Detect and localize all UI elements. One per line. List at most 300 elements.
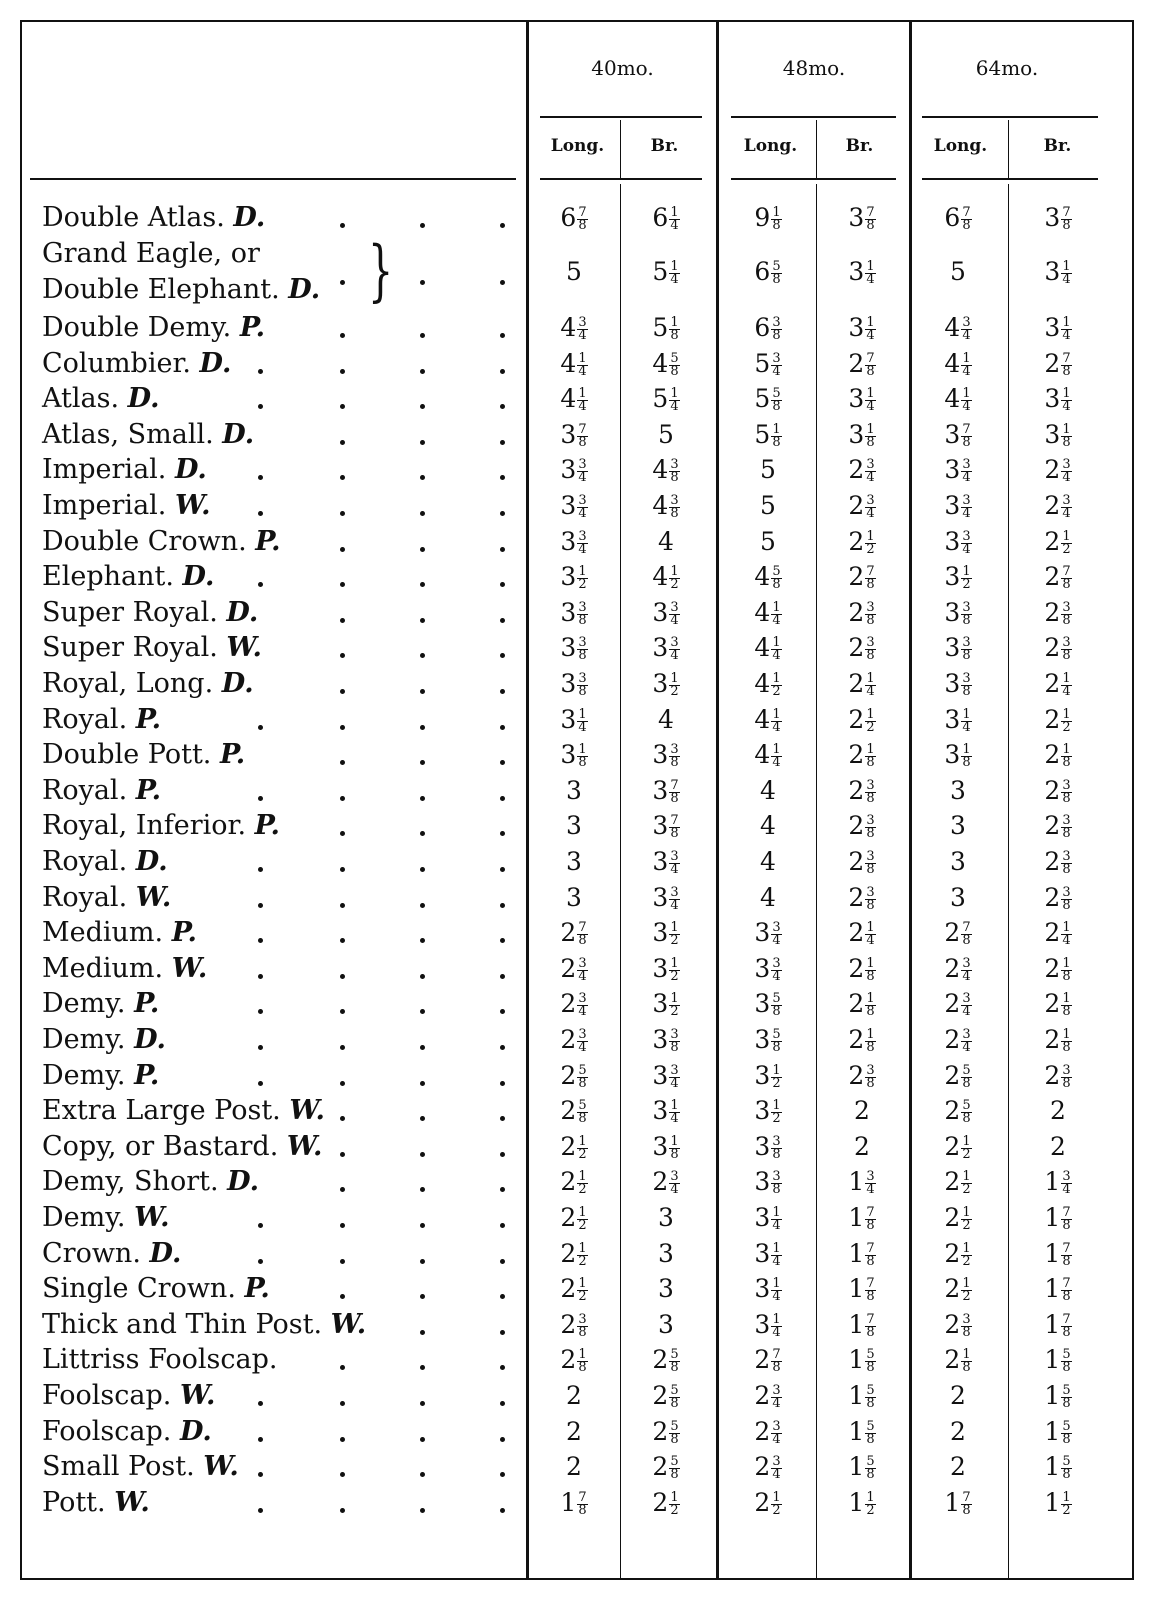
size-value: 1 $\frac{5}{8}$ xyxy=(1044,1345,1071,1376)
table-row xyxy=(0,630,1154,666)
leader-dot xyxy=(420,223,425,228)
col-group-64mo: 64mo. xyxy=(975,56,1039,80)
leader-dot xyxy=(500,725,505,730)
table-row xyxy=(0,986,1154,1022)
leader-dot xyxy=(258,725,263,730)
maker-mark: P. xyxy=(134,1059,160,1091)
paper-name: Grand Eagle, or xyxy=(42,238,260,269)
size-value: 2 $\frac{5}{8}$ xyxy=(944,1096,971,1127)
size-value: 5 $\frac{5}{8}$ xyxy=(754,384,781,415)
size-value: 2 $\frac{3}{8}$ xyxy=(1044,597,1071,628)
leader-dot xyxy=(420,1116,425,1121)
size-value: 2 $\frac{7}{8}$ xyxy=(848,562,875,593)
table-row xyxy=(0,452,1154,488)
paper-name: Double Pott. P. xyxy=(42,739,246,771)
size-value: 2 $\frac{7}{8}$ xyxy=(848,348,875,379)
table-row xyxy=(0,238,1154,305)
maker-mark: D. xyxy=(127,383,160,415)
leader-dot xyxy=(340,475,345,480)
size-value: 3 $\frac{1}{4}$ xyxy=(754,1309,781,1340)
size-value: 3 $\frac{7}{8}$ xyxy=(1044,203,1071,233)
paper-name: Double Elephant. D. xyxy=(42,274,321,305)
size-value: 4 $\frac{1}{4}$ xyxy=(754,704,781,735)
leader-dot xyxy=(340,938,345,943)
size-value: 1 $\frac{3}{4}$ xyxy=(1044,1167,1071,1198)
size-value: 2 $\frac{3}{8}$ xyxy=(560,1309,587,1340)
paper-name: Royal, Long. D. xyxy=(42,668,254,699)
paper-name: Elephant. D. xyxy=(42,561,215,593)
maker-mark: P. xyxy=(255,525,281,557)
leader-dot xyxy=(500,760,505,765)
size-value: 2 $\frac{5}{8}$ xyxy=(652,1381,679,1411)
leader-dot xyxy=(420,689,425,694)
size-value: 2 xyxy=(1050,1131,1066,1161)
size-value: 2 $\frac{1}{4}$ xyxy=(1044,918,1071,949)
leader-dot xyxy=(500,404,505,409)
table-row xyxy=(0,1129,1154,1165)
size-value: 4 $\frac{1}{4}$ xyxy=(754,633,781,664)
table-row xyxy=(0,1342,1154,1378)
leader-dot xyxy=(340,404,345,409)
body-rule xyxy=(30,178,516,180)
size-value: 4 xyxy=(760,811,776,841)
size-value: 3 $\frac{1}{8}$ xyxy=(944,740,971,771)
size-value: 2 $\frac{1}{2}$ xyxy=(1044,704,1071,735)
size-value: 3 $\frac{1}{4}$ xyxy=(1044,257,1071,287)
size-value: 3 $\frac{1}{8}$ xyxy=(652,1131,679,1162)
maker-mark: D. xyxy=(222,418,255,450)
paper-name: Demy. D. xyxy=(42,1024,166,1055)
size-value: 1 $\frac{7}{8}$ xyxy=(944,1487,971,1518)
size-value: 3 $\frac{7}{8}$ xyxy=(652,811,679,842)
paper-name: Demy. W. xyxy=(42,1202,170,1233)
size-value: 1 $\frac{7}{8}$ xyxy=(1044,1309,1071,1340)
leader-dot xyxy=(500,1116,505,1121)
leader-dot xyxy=(340,440,345,445)
size-value: 2 $\frac{5}{8}$ xyxy=(560,1096,587,1127)
table-row xyxy=(0,200,1154,236)
leader-dot xyxy=(500,903,505,908)
leader-dot xyxy=(258,511,263,516)
paper-name: Demy. P. xyxy=(42,988,160,1020)
table-row xyxy=(0,951,1154,987)
leader-dot xyxy=(420,1009,425,1014)
maker-mark: D. xyxy=(233,202,266,233)
table-row xyxy=(0,666,1154,702)
size-value: 3 $\frac{1}{4}$ xyxy=(754,1238,781,1269)
size-value: 2 xyxy=(950,1452,966,1482)
leader-dot xyxy=(500,333,505,338)
leader-dot xyxy=(420,1365,425,1370)
paper-name: Atlas, Small. D. xyxy=(42,418,255,450)
size-value: 2 $\frac{3}{4}$ xyxy=(754,1416,781,1447)
size-value: 3 $\frac{3}{4}$ xyxy=(754,918,781,949)
paper-name: Thick and Thin Post. W. xyxy=(42,1308,367,1340)
size-value: 2 xyxy=(566,1416,582,1446)
maker-mark: D. xyxy=(134,1024,166,1055)
leader-dot xyxy=(340,1152,345,1157)
leader-dot xyxy=(500,280,505,285)
leader-dot xyxy=(420,618,425,623)
paper-name: Royal. W. xyxy=(42,881,172,913)
size-value: 2 $\frac{3}{8}$ xyxy=(944,1309,971,1340)
size-value: 3 xyxy=(566,882,582,912)
paper-name: Demy. P. xyxy=(42,1059,160,1091)
table-row xyxy=(0,1200,1154,1236)
table-row xyxy=(0,915,1154,951)
maker-mark: W. xyxy=(226,632,262,664)
size-value: 2 $\frac{1}{2}$ xyxy=(848,526,875,557)
size-value: 3 $\frac{1}{4}$ xyxy=(1044,313,1071,343)
leader-dot xyxy=(500,867,505,872)
paper-name: Foolscap. W. xyxy=(42,1380,216,1411)
size-value: 2 $\frac{5}{8}$ xyxy=(652,1452,679,1483)
leader-dot xyxy=(340,1294,345,1299)
size-value: 2 $\frac{1}{2}$ xyxy=(944,1274,971,1305)
size-value: 2 xyxy=(566,1381,582,1410)
maker-mark: W. xyxy=(135,881,172,913)
maker-mark: P. xyxy=(254,810,280,842)
size-value: 3 $\frac{7}{8}$ xyxy=(944,419,971,450)
table-row xyxy=(0,737,1154,773)
leader-dot xyxy=(420,333,425,338)
table-row xyxy=(0,1058,1154,1094)
leader-dot xyxy=(500,1294,505,1299)
size-value: 3 $\frac{1}{4}$ xyxy=(754,1274,781,1305)
leader-dot xyxy=(340,867,345,872)
leader-dot xyxy=(420,404,425,409)
size-value: 3 $\frac{1}{4}$ xyxy=(754,1203,781,1233)
subcol-divider xyxy=(620,120,621,180)
subcol-divider xyxy=(1008,120,1009,180)
leader-dot xyxy=(340,1187,345,1192)
size-value: 2 $\frac{1}{8}$ xyxy=(1044,953,1071,984)
leader-dot xyxy=(420,1152,425,1157)
size-value: 3 xyxy=(566,847,582,876)
size-value: 3 $\frac{1}{4}$ xyxy=(944,704,971,735)
size-value: 5 $\frac{1}{8}$ xyxy=(754,419,781,450)
leader-dot xyxy=(420,1259,425,1264)
size-value: 2 $\frac{1}{2}$ xyxy=(560,1274,587,1305)
leader-dot xyxy=(420,974,425,979)
size-value: 2 $\frac{3}{4}$ xyxy=(560,989,587,1020)
size-value: 2 $\frac{1}{4}$ xyxy=(1044,669,1071,699)
body-rule xyxy=(731,178,896,180)
leader-dot xyxy=(420,1187,425,1192)
size-value: 3 $\frac{7}{8}$ xyxy=(652,775,679,806)
size-value: 4 $\frac{1}{2}$ xyxy=(754,669,781,699)
size-value: 1 $\frac{3}{4}$ xyxy=(848,1167,875,1198)
size-value: 1 $\frac{5}{8}$ xyxy=(848,1381,875,1411)
table-row xyxy=(0,702,1154,738)
size-value: 6 $\frac{7}{8}$ xyxy=(560,203,587,233)
leader-dot xyxy=(340,369,345,374)
size-value: 3 $\frac{3}{8}$ xyxy=(754,1131,781,1162)
size-value: 3 $\frac{7}{8}$ xyxy=(848,203,875,233)
maker-mark: W. xyxy=(179,1380,216,1411)
size-value: 2 xyxy=(1050,1096,1066,1126)
size-value: 5 xyxy=(658,419,674,449)
size-value: 2 $\frac{7}{8}$ xyxy=(1044,348,1071,379)
table-row xyxy=(0,844,1154,880)
size-value: 4 $\frac{3}{8}$ xyxy=(652,455,679,486)
leader-dot xyxy=(258,475,263,480)
paper-name: Atlas. D. xyxy=(42,383,160,415)
paper-name: Littriss Foolscap. xyxy=(42,1344,278,1376)
table-row xyxy=(0,773,1154,809)
leader-dot xyxy=(500,369,505,374)
size-value: 3 $\frac{3}{8}$ xyxy=(560,633,587,664)
size-value: 2 $\frac{1}{2}$ xyxy=(1044,526,1071,557)
leader-dot xyxy=(258,1259,263,1264)
brace-glyph: } xyxy=(368,232,394,309)
leader-dot xyxy=(340,618,345,623)
size-value: 2 xyxy=(566,1452,582,1482)
size-value: 3 $\frac{3}{8}$ xyxy=(652,740,679,771)
size-value: 2 $\frac{3}{8}$ xyxy=(1044,775,1071,806)
size-value: 2 $\frac{3}{8}$ xyxy=(848,597,875,628)
leader-dot xyxy=(500,1187,505,1192)
maker-mark: W. xyxy=(286,1130,323,1162)
leader-dot xyxy=(340,511,345,516)
size-value: 2 xyxy=(854,1131,870,1161)
size-value: 3 $\frac{1}{2}$ xyxy=(652,989,679,1020)
size-value: 2 $\frac{3}{4}$ xyxy=(560,953,587,984)
size-value: 1 $\frac{7}{8}$ xyxy=(848,1203,875,1233)
size-value: 3 $\frac{3}{4}$ xyxy=(652,847,679,877)
size-value: 3 xyxy=(566,811,582,841)
size-value: 2 $\frac{3}{8}$ xyxy=(848,775,875,806)
leader-dot xyxy=(500,831,505,836)
sub-br: Br. xyxy=(650,136,679,156)
maker-mark: W. xyxy=(171,952,208,984)
leader-dot xyxy=(340,1259,345,1264)
size-value: 2 $\frac{1}{2}$ xyxy=(848,704,875,735)
leader-dot xyxy=(420,1294,425,1299)
size-value: 2 $\frac{1}{2}$ xyxy=(944,1167,971,1198)
size-value: 5 xyxy=(760,491,776,520)
size-value: 1 $\frac{7}{8}$ xyxy=(848,1238,875,1269)
size-value: 3 $\frac{1}{4}$ xyxy=(1044,384,1071,415)
size-value: 3 $\frac{1}{2}$ xyxy=(560,562,587,593)
maker-mark: D. xyxy=(227,1166,259,1198)
size-value: 3 $\frac{7}{8}$ xyxy=(560,419,587,450)
leader-dot xyxy=(258,1437,263,1442)
leader-dot xyxy=(340,1045,345,1050)
header-rule xyxy=(922,116,1098,118)
sub-long: Long. xyxy=(550,136,605,156)
paper-name: Royal. D. xyxy=(42,846,168,877)
leader-dot xyxy=(500,689,505,694)
size-value: 2 $\frac{1}{2}$ xyxy=(652,1487,679,1518)
size-value: 2 $\frac{3}{4}$ xyxy=(652,1167,679,1198)
leader-dot xyxy=(420,1401,425,1406)
table-row xyxy=(0,1236,1154,1272)
size-value: 4 $\frac{1}{4}$ xyxy=(560,384,587,415)
maker-mark: W. xyxy=(203,1451,239,1483)
size-value: 3 $\frac{1}{2}$ xyxy=(652,669,679,699)
size-value: 3 $\frac{1}{2}$ xyxy=(652,918,679,949)
table-row xyxy=(0,559,1154,595)
size-value: 2 xyxy=(854,1096,870,1126)
size-value: 2 $\frac{1}{2}$ xyxy=(944,1203,971,1233)
size-value: 4 $\frac{1}{4}$ xyxy=(754,597,781,628)
leader-dot xyxy=(500,1152,505,1157)
leader-dot xyxy=(500,475,505,480)
paper-name: Double Atlas. D. xyxy=(42,202,266,233)
size-value: 2 $\frac{3}{4}$ xyxy=(944,1025,971,1055)
size-value: 2 $\frac{3}{8}$ xyxy=(1044,633,1071,664)
maker-mark: W. xyxy=(114,1486,150,1518)
size-value: 2 $\frac{3}{4}$ xyxy=(848,455,875,486)
maker-mark: D. xyxy=(221,668,254,699)
paper-name: Super Royal. W. xyxy=(42,632,262,664)
size-value: 3 $\frac{1}{2}$ xyxy=(754,1060,781,1091)
size-value: 3 $\frac{3}{4}$ xyxy=(652,1060,679,1091)
leader-dot xyxy=(340,653,345,658)
maker-mark: P. xyxy=(134,988,160,1020)
table-row xyxy=(0,1093,1154,1129)
col-group-48mo: 48mo. xyxy=(782,56,846,80)
size-value: 1 $\frac{7}{8}$ xyxy=(1044,1203,1071,1233)
leader-dot xyxy=(258,582,263,587)
leader-dot xyxy=(500,547,505,552)
paper-name: Royal. P. xyxy=(42,703,161,735)
size-value: 3 xyxy=(950,811,966,841)
size-value: 3 $\frac{1}{2}$ xyxy=(754,1096,781,1127)
size-value: 4 xyxy=(760,882,776,912)
paper-name: Royal, Inferior. P. xyxy=(42,810,280,842)
size-value: 3 $\frac{3}{4}$ xyxy=(560,526,587,557)
maker-mark: D. xyxy=(179,1415,212,1447)
leader-dot xyxy=(340,903,345,908)
paper-name: Royal. P. xyxy=(42,774,161,806)
size-value: 2 $\frac{3}{8}$ xyxy=(848,811,875,842)
size-value: 3 $\frac{3}{8}$ xyxy=(560,669,587,699)
paper-name: Imperial. D. xyxy=(42,454,207,486)
size-value: 1 $\frac{5}{8}$ xyxy=(1044,1416,1071,1447)
size-value: 2 $\frac{1}{2}$ xyxy=(560,1131,587,1162)
size-value: 2 $\frac{1}{2}$ xyxy=(560,1167,587,1198)
size-value: 2 $\frac{3}{8}$ xyxy=(848,633,875,664)
paper-name: Extra Large Post. W. xyxy=(42,1095,325,1127)
leader-dot xyxy=(340,333,345,338)
leader-dot xyxy=(500,1045,505,1050)
leader-dot xyxy=(420,1081,425,1086)
size-value: 4 xyxy=(760,847,776,876)
size-value: 4 $\frac{1}{4}$ xyxy=(560,348,587,379)
leader-dot xyxy=(340,1401,345,1406)
table-row xyxy=(0,417,1154,453)
leader-dot xyxy=(420,475,425,480)
size-value: 3 $\frac{1}{4}$ xyxy=(848,257,875,287)
table-row xyxy=(0,1164,1154,1200)
size-value: 2 $\frac{3}{8}$ xyxy=(1044,882,1071,913)
leader-dot xyxy=(500,974,505,979)
size-value: 2 $\frac{1}{4}$ xyxy=(848,918,875,949)
size-value: 2 $\frac{1}{2}$ xyxy=(560,1238,587,1269)
subcol-divider xyxy=(816,120,817,180)
size-value: 2 $\frac{3}{4}$ xyxy=(944,953,971,984)
leader-dot xyxy=(420,796,425,801)
size-value: 3 $\frac{3}{8}$ xyxy=(754,1167,781,1198)
leader-dot xyxy=(340,1081,345,1086)
size-value: 4 $\frac{3}{4}$ xyxy=(944,313,971,343)
maker-mark: P. xyxy=(244,1273,270,1305)
leader-dot xyxy=(340,223,345,228)
size-value: 2 $\frac{1}{2}$ xyxy=(560,1203,587,1233)
size-value: 2 $\frac{5}{8}$ xyxy=(560,1060,587,1091)
size-value: 3 $\frac{1}{2}$ xyxy=(944,562,971,593)
size-value: 3 $\frac{3}{8}$ xyxy=(944,633,971,664)
size-value: 3 $\frac{3}{4}$ xyxy=(560,491,587,521)
paper-name: Medium. W. xyxy=(42,952,208,984)
size-value: 4 $\frac{1}{4}$ xyxy=(944,348,971,379)
size-value: 1 $\frac{7}{8}$ xyxy=(560,1487,587,1518)
size-value: 2 $\frac{1}{8}$ xyxy=(848,740,875,771)
paper-name: Single Crown. P. xyxy=(42,1273,270,1305)
table-row xyxy=(0,1271,1154,1307)
leader-dot xyxy=(500,223,505,228)
maker-mark: W. xyxy=(134,1202,170,1233)
size-value: 4 xyxy=(658,526,674,556)
leader-dot xyxy=(500,938,505,943)
size-value: 3 xyxy=(950,847,966,876)
leader-dot xyxy=(420,1472,425,1477)
leader-dot xyxy=(340,1365,345,1370)
leader-dot xyxy=(340,1223,345,1228)
size-value: 4 $\frac{3}{8}$ xyxy=(652,491,679,521)
size-value: 2 $\frac{1}{2}$ xyxy=(944,1131,971,1162)
paper-name: Double Demy. P. xyxy=(42,312,266,343)
table-row xyxy=(0,1378,1154,1414)
size-value: 3 $\frac{1}{8}$ xyxy=(560,740,587,771)
size-value: 5 xyxy=(950,257,966,286)
paper-name: Super Royal. D. xyxy=(42,596,259,628)
size-value: 2 $\frac{3}{4}$ xyxy=(848,491,875,521)
leader-dot xyxy=(500,1259,505,1264)
size-value: 3 $\frac{1}{8}$ xyxy=(848,419,875,450)
size-value: 1 $\frac{5}{8}$ xyxy=(1044,1452,1071,1483)
size-value: 2 $\frac{1}{8}$ xyxy=(848,1025,875,1055)
size-value: 2 $\frac{3}{8}$ xyxy=(1044,1060,1071,1091)
size-value: 2 $\frac{3}{8}$ xyxy=(1044,811,1071,842)
size-value: 2 $\frac{1}{8}$ xyxy=(1044,740,1071,771)
size-value: 4 $\frac{1}{2}$ xyxy=(652,562,679,593)
leader-dot xyxy=(258,974,263,979)
size-value: 1 $\frac{1}{2}$ xyxy=(1044,1487,1071,1518)
size-value: 5 $\frac{3}{4}$ xyxy=(754,348,781,379)
table-row xyxy=(0,524,1154,560)
size-value: 3 $\frac{3}{4}$ xyxy=(754,953,781,984)
size-value: 2 $\frac{1}{8}$ xyxy=(848,989,875,1020)
size-value: 3 xyxy=(658,1203,674,1232)
size-value: 4 xyxy=(760,775,776,805)
size-value: 4 $\frac{1}{4}$ xyxy=(944,384,971,415)
size-value: 2 $\frac{3}{4}$ xyxy=(560,1025,587,1055)
size-value: 3 xyxy=(566,775,582,805)
size-value: 4 $\frac{1}{4}$ xyxy=(754,740,781,771)
leader-dot xyxy=(500,1365,505,1370)
size-value: 2 $\frac{3}{4}$ xyxy=(944,989,971,1020)
size-value: 2 $\frac{3}{8}$ xyxy=(848,847,875,877)
leader-dot xyxy=(340,831,345,836)
size-value: 3 $\frac{5}{8}$ xyxy=(754,989,781,1020)
leader-dot xyxy=(420,903,425,908)
table-row xyxy=(0,1022,1154,1058)
size-value: 2 $\frac{3}{8}$ xyxy=(1044,847,1071,877)
size-value: 3 $\frac{3}{4}$ xyxy=(652,882,679,913)
